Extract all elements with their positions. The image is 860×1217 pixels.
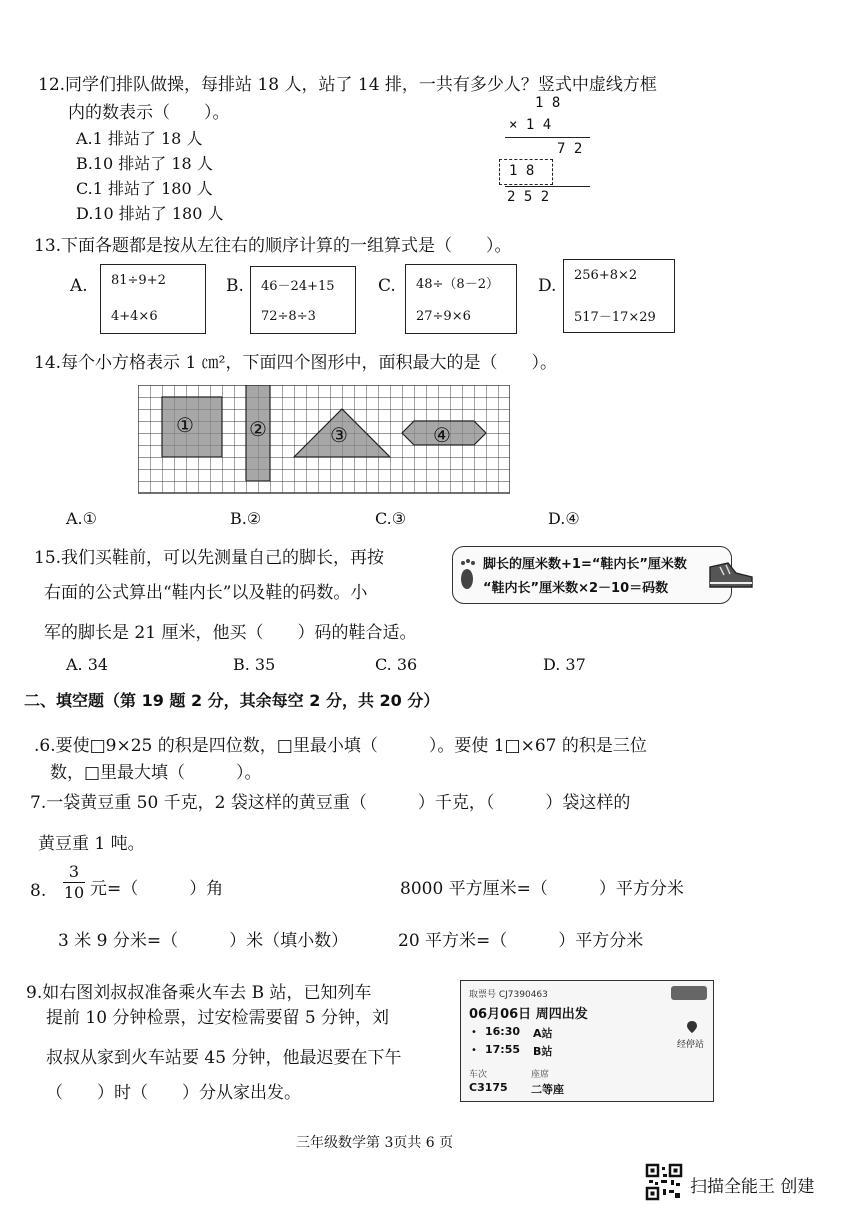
q14-option-d: D.④: [548, 509, 580, 528]
q8-part-a: 元=（ ）角: [90, 879, 224, 899]
q13-stem: 13.下面各题都是按从左往右的顺序计算的一组算式是（ ）。: [34, 236, 512, 256]
q15-option-b: B. 35: [233, 655, 276, 674]
q13-a-expr2: 4+4×6: [111, 309, 158, 324]
q14-option-b: B.②: [230, 509, 262, 528]
vertical-row-5: 2 5 2: [507, 189, 550, 205]
train-number-label: 车次: [469, 1070, 488, 1080]
q12-option-c: C.1 排站了 180 人: [76, 179, 213, 198]
shape-1-label: ①: [176, 413, 194, 437]
q15-line1: 15.我们买鞋前，可以先测量自己的脚长，再按: [34, 548, 385, 568]
q9-line1: 9.如右图刘叔叔准备乘火车去 B 站，已知列车: [26, 983, 372, 1003]
q8-part-c: 3 米 9 分米=（ ）米（填小数）: [58, 931, 349, 951]
scanner-watermark: 扫描全能王 创建: [690, 1177, 815, 1197]
q14-option-c: C.③: [375, 509, 407, 528]
seat-class: 二等座: [531, 1083, 564, 1096]
q13-box-d: [563, 259, 675, 333]
q15-option-d: D. 37: [543, 655, 586, 674]
q13-c-expr2: 27÷9×6: [416, 309, 471, 324]
q9-line3: 叔叔从家到火车站要 45 分钟，他最迟要在下午: [46, 1048, 402, 1068]
shape-2-label: ②: [249, 417, 267, 441]
q14-stem: 14.每个小方格表示 1 ㎝²，下面四个图形中，面积最大的是（ ）。: [34, 353, 557, 373]
location-pin-icon: [687, 1021, 697, 1033]
q12-option-d: D.10 排站了 180 人: [76, 204, 224, 223]
vertical-line-2: [505, 186, 590, 187]
q15-line2: 右面的公式算出“鞋内长”以及鞋的码数。小: [44, 583, 368, 603]
seat-label: 座席: [531, 1070, 550, 1080]
grid-svg: [138, 385, 510, 495]
q8-part-b: 8000 平方厘米=（ ）平方分米: [400, 879, 684, 899]
q8-part-d: 20 平方米=（ ）平方分米: [398, 931, 644, 951]
depart-time: 16:30: [485, 1025, 521, 1038]
fraction-denominator: 10: [63, 883, 85, 902]
vertical-row-4: 1 8: [509, 163, 535, 179]
q13-box-a: [100, 264, 206, 334]
q12-option-b: B.10 排站了 18 人: [76, 154, 213, 173]
shoe-icon: [706, 553, 756, 593]
train-number: C3175: [469, 1081, 508, 1094]
square-grid: [138, 385, 510, 499]
q8-fraction: [63, 862, 85, 903]
shape-3-label: ③: [330, 423, 348, 447]
ticket-badge: [671, 986, 707, 1000]
q13-c-expr1: 48÷（8－2）: [416, 277, 499, 292]
q6-line1: .6.要使□9×25 的积是四位数，□里最小填（ ）。要使 1□×67 的积是三位: [34, 736, 647, 756]
q6-line2: 数，□里最大填（ ）。: [50, 763, 262, 783]
q12-stem-line2: 内的数表示（ ）。: [68, 103, 230, 123]
q12-option-a: A.1 排站了 18 人: [76, 129, 203, 148]
ticket-date: 06月06日 周四出发: [469, 1007, 588, 1022]
q15-line3: 军的脚长是 21 厘米，他买（ ）码的鞋合适。: [44, 623, 417, 643]
shape-4-label: ④: [433, 423, 451, 447]
q13-label-c: C.: [378, 276, 396, 296]
q15-option-c: C. 36: [375, 655, 418, 674]
page-footer: 三年级数学第 3页共 6 页: [296, 1135, 454, 1151]
vertical-row-1: 1 8: [535, 95, 561, 111]
q14-option-a: A.①: [66, 509, 97, 528]
q13-box-b: [250, 266, 356, 334]
q7-line2: 黄豆重 1 吨。: [38, 834, 145, 854]
dot-icon-2: •: [471, 1045, 477, 1056]
q13-d-expr1: 256+8×2: [574, 268, 638, 283]
fraction-numerator: 3: [68, 862, 80, 881]
q13-label-b: B.: [226, 276, 244, 296]
q7-line1: 7.一袋黄豆重 50 千克，2 袋这样的黄豆重（ ）千克，（ ）袋这样的: [30, 793, 631, 813]
q13-a-expr1: 81÷9+2: [111, 273, 166, 288]
q13-b-expr2: 72÷8÷3: [261, 309, 316, 324]
depart-station: A站: [533, 1027, 553, 1040]
q13-d-expr2: 517－17×29: [574, 310, 656, 325]
shoe-formula-box: [452, 546, 732, 604]
ticket-order-number: 取票号 CJ7390463: [469, 990, 548, 1000]
arrive-time: 17:55: [485, 1043, 521, 1056]
q13-label-a: A.: [70, 276, 88, 296]
q13-label-d: D.: [538, 276, 557, 296]
formula-line1: 脚长的厘米数+1=“鞋内长”厘米数: [483, 557, 687, 572]
qr-code-icon: [645, 1163, 683, 1201]
vertical-line: [505, 137, 590, 138]
dot-icon-1: •: [471, 1027, 477, 1038]
vertical-row-3: 7 2: [557, 141, 583, 157]
train-ticket: [460, 980, 714, 1102]
q15-option-a: A. 34: [66, 655, 109, 674]
section-2-heading: 二、填空题（第 19 题 2 分，其余每空 2 分，共 20 分）: [24, 691, 440, 710]
footprint-icon: [457, 557, 479, 591]
arrive-station: B站: [533, 1045, 553, 1058]
q12-stem-line1: 12.同学们排队做操，每排站 18 人，站了 14 排，一共有多少人？竖式中虚线方框: [38, 75, 657, 95]
vertical-multiplication: [495, 95, 605, 210]
vertical-row-2: × 1 4: [509, 117, 552, 133]
q13-box-c: [405, 264, 517, 334]
q9-line4: （ ）时（ ）分从家出发。: [46, 1083, 301, 1103]
q9-line2: 提前 10 分钟检票，过安检需要留 5 分钟，刘: [46, 1008, 390, 1028]
formula-line2: “鞋内长”厘米数×2－10＝码数: [483, 581, 669, 596]
q8-number: 8.: [30, 881, 47, 901]
q13-b-expr1: 46－24+15: [261, 279, 335, 294]
stopover-label: 经停站: [677, 1040, 705, 1050]
